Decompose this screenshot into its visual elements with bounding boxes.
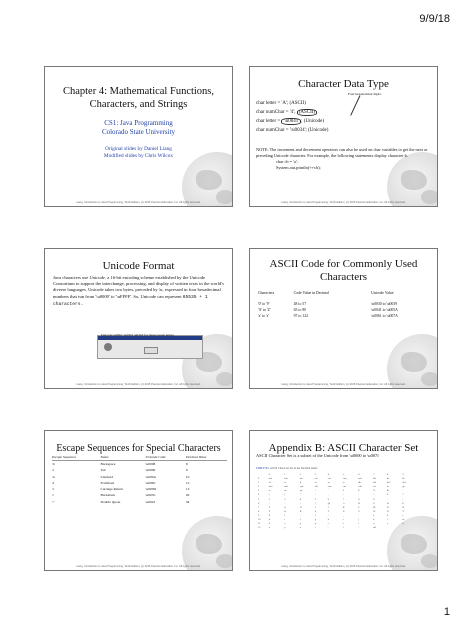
- table-cell: U: [342, 509, 345, 513]
- table-cell: r: [327, 522, 329, 526]
- table-cell: I: [314, 505, 316, 509]
- unicode-oval: '\u0041': [283, 119, 300, 124]
- globe-graphic: [387, 334, 438, 389]
- slide-footer: Liang, Introduction to Java Programming, Tenth Edition, (c) 2015 Pearson Education, Inc. All rights reserved.: [281, 382, 406, 386]
- table-cell: nul: [268, 477, 272, 481]
- table-cell: dcl: [373, 481, 377, 485]
- table-cell: 1: [402, 493, 404, 497]
- unicode-paragraph: Java characters use Unicode, a 16-bit encoding scheme established by the Unicode Consortium to support the interchange, processing, and display of written texts in the world's diverse languages. Unicode takes two bytes, preceded by \u, expressed in four hexadecimal numbers that run from '\u0000' to '\uFFFF'. So, Unicode can represent 65535 + 1 characters.: [53, 275, 224, 307]
- table-caption: TABLE B.1 ASCII Character Set in the Decimal Index: [256, 467, 318, 470]
- table-cell: nl: [268, 481, 271, 485]
- table-cell: 9: [402, 473, 404, 476]
- table-cell: 1: [258, 481, 260, 485]
- table-cell: s: [342, 522, 344, 526]
- table-cell: =: [284, 501, 286, 505]
- slide-subtitle: ASCII Character Set is a subset of the Unicode from \u0000 to \u007f: [256, 453, 379, 458]
- table-cell: x: [268, 526, 270, 530]
- table-cell: 1: [284, 473, 286, 476]
- table-cell: o: [284, 522, 286, 526]
- slide-character-data-type[interactable]: [249, 66, 438, 207]
- table-cell: C: [373, 501, 375, 505]
- table-row: \t Tab \u0009 9: [52, 468, 188, 473]
- table-cell: z: [299, 526, 301, 530]
- table-cell: d: [268, 518, 270, 522]
- table-cell: dc2: [386, 481, 391, 485]
- table-cell: A: [342, 501, 345, 505]
- ascii-common-table: [258, 291, 430, 319]
- char-example-line: char numChar = '4'; (ASCII): [256, 110, 316, 115]
- table-cell: {: [314, 526, 316, 530]
- slide-footer: Liang, Introduction to Java Programming, Tenth Edition, (c) 2015 Pearson Education, Inc. All rights reserved.: [76, 564, 201, 568]
- column-header: Characters: [258, 291, 275, 295]
- table-cell: D: [386, 501, 389, 505]
- table-cell: T: [327, 509, 330, 513]
- table-cell: e: [284, 518, 286, 522]
- char-examples: [256, 99, 328, 135]
- slide-ascii-common[interactable]: [249, 248, 438, 389]
- slide-chapter-title[interactable]: [44, 66, 233, 207]
- university-name: Colorado State University: [101, 128, 176, 136]
- table-cell: ': [358, 513, 359, 517]
- char-example-line: char letter = '\u0041' ; (Unicode): [256, 119, 325, 124]
- table-cell: 0: [268, 473, 270, 476]
- table-cell: 5: [342, 473, 344, 476]
- table-cell: sub: [358, 485, 362, 489]
- table-cell: ^: [327, 513, 329, 517]
- table-cell: 2: [268, 497, 270, 501]
- table-cell: 2: [258, 485, 260, 489]
- char-example-line: char letter = 'A'; (ASCII): [256, 101, 306, 106]
- table-cell: u: [373, 522, 375, 526]
- table-cell: us: [284, 489, 287, 493]
- table-cell: (: [268, 493, 270, 497]
- increment-note: NOTE: The increment and decrement operators can also be used on char variables to get the next or preceding Unicode character. For example, the following statements display character b. char ch = 'a'; System.out.println(++ch);: [256, 147, 432, 171]
- table-cell: Q: [284, 509, 287, 513]
- char-example-line: char numChar = '\u0034'; (Unicode): [256, 128, 329, 133]
- table-cell: ht: [402, 477, 405, 481]
- table-cell: &: [386, 489, 389, 493]
- table-cell: so: [327, 481, 331, 485]
- table-cell: /: [373, 493, 374, 497]
- table-cell: 6: [258, 501, 260, 505]
- code-line: char ch = 'a';: [276, 159, 298, 164]
- table-row: 'a' to 'z' 97 to 122 \u0061 to \u007A: [258, 314, 398, 318]
- table-cell: 11: [258, 522, 261, 526]
- table-cell: f: [299, 518, 301, 522]
- table-cell: del: [373, 526, 377, 530]
- table-cell: >: [299, 501, 302, 505]
- table-cell: [: [284, 513, 286, 517]
- table-cell: t: [358, 522, 359, 526]
- table-cell: ,: [327, 493, 329, 497]
- table-cell: 6: [358, 473, 360, 476]
- table-row: \n Linefeed \u000A 10: [52, 474, 190, 479]
- table-cell: 7: [258, 505, 260, 509]
- table-cell: b: [386, 513, 389, 517]
- table-cell: 9: [373, 497, 375, 501]
- table-cell: enq: [342, 477, 347, 481]
- table-cell: h: [327, 518, 330, 522]
- table-cell: 0: [258, 477, 260, 481]
- table-cell: R: [299, 509, 302, 513]
- escape-table: [52, 454, 227, 505]
- slide-footer: Liang, Introduction to Java Programming, Tenth Edition, (c) 2015 Pearson Education, Inc. All rights reserved.: [281, 200, 406, 204]
- slide-title: Character Data Type: [298, 78, 389, 90]
- table-cell: 6: [327, 497, 330, 501]
- table-cell: vt: [284, 481, 287, 485]
- globe-graphic: [182, 516, 233, 571]
- table-cell: 4: [258, 493, 260, 497]
- table-cell: V: [358, 509, 361, 513]
- table-cell: fs: [386, 485, 389, 489]
- code-line: System.out.println(++ch);: [276, 165, 321, 170]
- column-header: Name: [101, 454, 146, 461]
- table-cell: M: [373, 505, 376, 509]
- table-cell: #: [342, 489, 344, 493]
- column-header: Escape Sequence: [52, 454, 101, 461]
- info-icon: [104, 343, 112, 351]
- table-cell: 4: [327, 473, 330, 476]
- slide-escape-sequences[interactable]: [44, 430, 233, 571]
- table-cell: l: [386, 518, 388, 522]
- column-header: Unicode Value: [371, 291, 394, 295]
- greek-letters-window: [97, 335, 203, 359]
- table-cell: bs: [386, 477, 390, 481]
- table-cell: O: [402, 505, 405, 509]
- table-row: \" Double Quote \u0022 34: [52, 499, 190, 504]
- table-cell: \: [299, 513, 301, 517]
- table-cell: %: [373, 489, 376, 493]
- slide-title: Unicode Format: [102, 260, 175, 272]
- slide-footer: Liang, Introduction to Java Programming, Tenth Edition, (c) 2015 Pearson Education, Inc. All rights reserved.: [76, 200, 201, 204]
- table-cell: 3: [284, 497, 286, 501]
- table-cell: .: [358, 493, 359, 497]
- ascii-oval: (ASCII): [298, 110, 316, 115]
- table-cell: w: [402, 522, 405, 526]
- table-cell: K: [342, 505, 345, 509]
- table-row: \f Formfeed \u000C 12: [52, 480, 190, 485]
- slide-unicode-format[interactable]: [44, 248, 233, 389]
- window-label: Unicode \u03b1 \u03b2 \u03b3 for three Greek letters: [101, 333, 174, 337]
- table-cell: |: [327, 526, 329, 530]
- table-cell: :: [386, 497, 388, 501]
- table-cell: W: [373, 509, 376, 513]
- table-cell: 4: [299, 497, 302, 501]
- credit-original: Original slides by Daniel Liang: [105, 146, 172, 152]
- table-cell: j: [358, 518, 359, 522]
- slide-title: Escape Sequences for Special Characters: [56, 443, 221, 454]
- table-cell: +: [314, 493, 317, 497]
- table-cell: 0: [386, 493, 389, 497]
- table-cell: k: [373, 518, 375, 522]
- table-cell: p: [299, 522, 302, 526]
- table-cell: [402, 526, 418, 530]
- table-cell: syn: [299, 485, 304, 489]
- table-cell: etx: [314, 477, 318, 481]
- table-cell: n: [268, 522, 270, 526]
- table-cell: dc4: [268, 485, 273, 489]
- table-cell: !: [314, 489, 316, 493]
- table-cell: g: [314, 518, 316, 522]
- slide-ascii-appendix[interactable]: [249, 430, 438, 571]
- table-cell: soh: [284, 477, 288, 481]
- hex-annotation: Four hexadecimal digits.: [348, 92, 382, 96]
- table-cell: _: [342, 513, 344, 517]
- table-cell: si: [342, 481, 345, 485]
- table-cell: Y: [402, 509, 405, 513]
- table-cell: ': [402, 489, 403, 493]
- table-cell: J: [327, 505, 329, 509]
- table-cell: dc3: [402, 481, 407, 485]
- table-cell: <: [268, 501, 271, 505]
- table-cell: i: [342, 518, 344, 522]
- table-row: '0' to '9' 48 to 57 \u0030 to \u0039: [258, 302, 398, 306]
- table-cell: 8: [386, 473, 389, 476]
- table-cell: 5: [258, 497, 260, 501]
- table-cell: rs: [268, 489, 271, 493]
- table-cell: cr: [314, 481, 317, 485]
- table-cell: G: [284, 505, 287, 509]
- table-cell: c: [402, 513, 404, 517]
- table-cell: y: [284, 526, 286, 530]
- globe-graphic: [182, 152, 233, 207]
- table-row: [258, 526, 418, 530]
- table-cell: S: [314, 509, 317, 513]
- table-cell: 12: [258, 526, 261, 530]
- column-header: Unicode Code: [146, 454, 186, 461]
- table-cell: B: [358, 501, 360, 505]
- table-cell: ": [327, 489, 329, 493]
- table-cell: esc: [373, 485, 377, 489]
- table-cell: a: [373, 513, 375, 517]
- table-cell: sp: [299, 489, 302, 493]
- table-cell: gs: [402, 485, 405, 489]
- table-cell: L: [358, 505, 360, 509]
- table-cell: ): [284, 493, 286, 497]
- table-cell: nak: [284, 485, 288, 489]
- table-cell: ff: [299, 481, 302, 485]
- table-cell: }: [342, 526, 344, 530]
- table-cell: E: [402, 501, 404, 505]
- table-cell: eot: [327, 477, 331, 481]
- ascii-full-table: [258, 473, 418, 530]
- table-cell: m: [402, 518, 405, 522]
- column-header: Code Value in Decimal: [293, 291, 329, 295]
- table-cell: ]: [314, 513, 316, 517]
- table-cell: 3: [258, 489, 260, 493]
- table-cell: Z: [268, 513, 271, 517]
- table-cell: P: [268, 509, 271, 513]
- table-cell: 3: [314, 473, 316, 476]
- table-cell: 8: [358, 497, 360, 501]
- table-cell: can: [327, 485, 332, 489]
- table-cell: X: [386, 509, 389, 513]
- table-cell: 2: [299, 473, 302, 476]
- table-row: 'A' to 'Z' 65 to 90 \u0041 to \u005A: [258, 308, 398, 312]
- table-cell: @: [327, 501, 331, 505]
- credit-modified: Modified slides by Chris Wilcox: [103, 153, 174, 159]
- column-header: Decimal Value: [186, 454, 227, 461]
- table-cell: em: [342, 485, 346, 489]
- table-cell: 7: [373, 473, 375, 476]
- slide-title: ASCII Code for Commonly Used Characters: [269, 258, 418, 283]
- course-name: CS1: Java Programming: [104, 119, 173, 127]
- slide-title: Chapter 4: Mathematical Functions, Characters, and Strings: [62, 86, 215, 110]
- table-row: \r Carriage Return \u000D 13: [52, 487, 190, 492]
- table-cell: F: [268, 505, 271, 509]
- table-cell: 8: [258, 509, 260, 513]
- page-date: 9/9/18: [419, 13, 450, 25]
- table-cell: dle: [358, 481, 362, 485]
- table-cell: -: [342, 493, 344, 497]
- slide-footer: Liang, Introduction to Java Programming, Tenth Edition, (c) 2015 Pearson Education, Inc. All rights reserved.: [76, 382, 201, 386]
- table-row: \\ Backslash \u005C 92: [52, 493, 190, 498]
- table-cell: ack: [358, 477, 362, 481]
- table-cell: v: [386, 522, 389, 526]
- table-cell: 5: [314, 497, 316, 501]
- table-cell: H: [299, 505, 302, 509]
- table-cell: ?: [314, 501, 316, 505]
- table-cell: 10: [258, 518, 261, 522]
- table-cell: ~: [358, 526, 360, 530]
- table-cell: N: [386, 505, 389, 509]
- table-cell: *: [299, 493, 302, 497]
- table-cell: [387, 526, 403, 530]
- table-cell: ;: [402, 497, 404, 501]
- table-cell: 7: [342, 497, 344, 501]
- table-row: \b Backspace \u0008 8: [52, 462, 188, 466]
- page-number: 1: [443, 606, 450, 618]
- table-cell: $: [358, 489, 360, 493]
- ok-button: [144, 347, 158, 354]
- table-cell: bel: [373, 477, 377, 481]
- table-cell: q: [314, 522, 316, 526]
- annotation-arrow: [350, 95, 360, 115]
- table-cell: etb: [314, 485, 318, 489]
- slide-footer: Liang, Introduction to Java Programming, Tenth Edition, (c) 2015 Pearson Education, Inc. All rights reserved.: [281, 564, 406, 568]
- table-cell: 9: [258, 513, 260, 517]
- table-cell: stx: [299, 477, 303, 481]
- slide-title: Appendix B: ASCII Character Set: [268, 442, 419, 454]
